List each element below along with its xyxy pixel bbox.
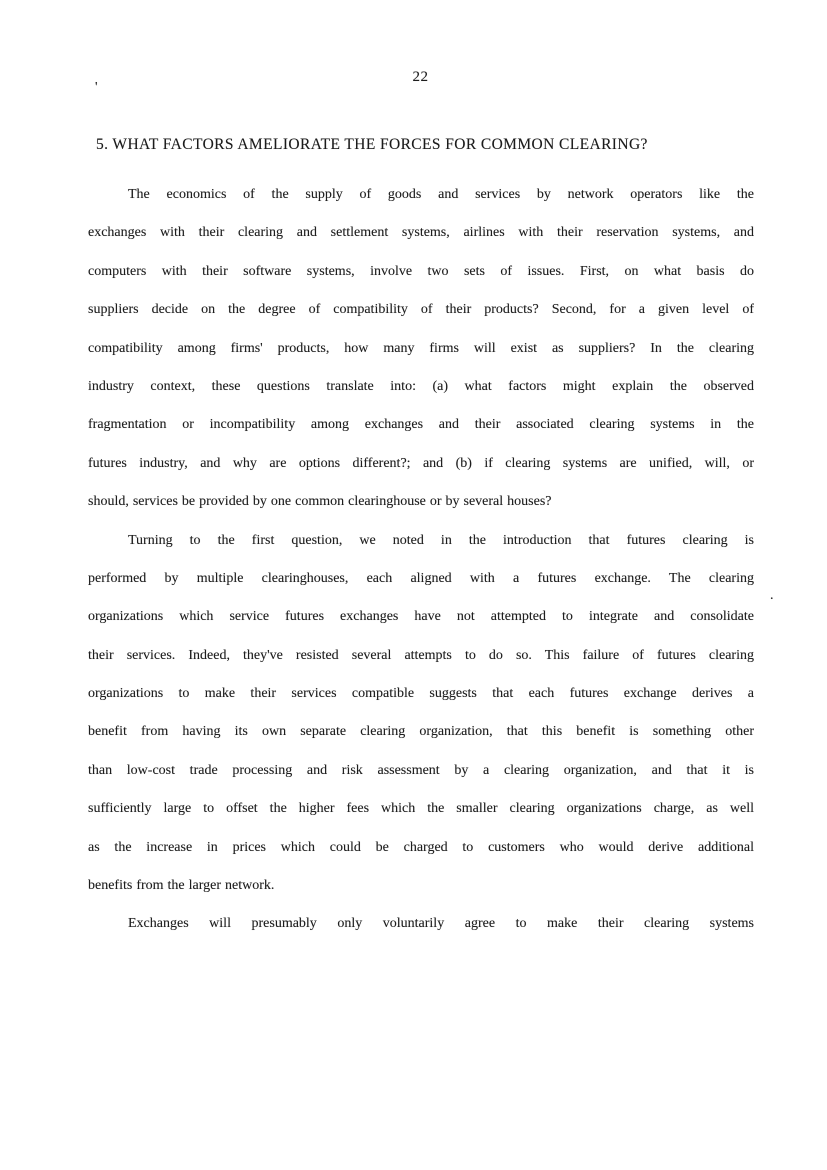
paragraph [88, 522, 754, 906]
text-line: organizations which service futures exchanges have not attempted to integrate and consolidate [88, 609, 754, 625]
text-line: Exchanges will presumably only voluntarily agree to make their clearing systems [128, 916, 754, 932]
text-line: their services. Indeed, they've resisted several attempts to do so. This failure of futures clearing [88, 647, 754, 663]
section-heading: 5. WHAT FACTORS AMELIORATE THE FORCES FOR COMMON CLEARING? [96, 136, 648, 153]
text-line: fragmentation or incompatibility among exchanges and their associated clearing systems in the [88, 417, 754, 433]
text-line: futures industry, and why are options different?; and (b) if clearing systems are unified, will, or [88, 455, 754, 471]
text-line: computers with their software systems, involve two sets of issues. First, on what basis do [88, 263, 754, 279]
text-line: sufficiently large to offset the higher fees which the smaller clearing organizations charge, as well [88, 801, 754, 817]
text-line: should, services be provided by one common clearinghouse or by several houses? [88, 494, 552, 510]
paragraph [88, 176, 754, 522]
text-line: than low-cost trade processing and risk assessment by a clearing organization, and that it is [88, 762, 754, 778]
document-body [88, 176, 754, 944]
text-line: suppliers decide on the degree of compatibility of their products? Second, for a given level of [88, 302, 754, 318]
stray-mark-apostrophe: ' [95, 80, 98, 95]
text-line: as the increase in prices which could be charged to customers who would derive additional [88, 839, 754, 855]
text-line: Turning to the first question, we noted in the introduction that futures clearing is [128, 532, 754, 548]
paragraph [88, 905, 754, 943]
text-line: performed by multiple clearinghouses, each aligned with a futures exchange. The clearing [88, 570, 754, 586]
page-number: 22 [412, 69, 429, 85]
text-line: benefit from having its own separate clearing organization, that this benefit is something other [88, 724, 754, 740]
stray-mark-dot: . [770, 588, 774, 603]
text-line: exchanges with their clearing and settlement systems, airlines with their reservation systems, and [88, 225, 754, 241]
text-line: industry context, these questions translate into: (a) what factors might explain the observed [88, 378, 754, 394]
text-line: benefits from the larger network. [88, 878, 275, 894]
text-line: compatibility among firms' products, how many firms will exist as suppliers? In the clearing [88, 340, 754, 356]
text-line: organizations to make their services compatible suggests that each futures exchange derives a [88, 686, 754, 702]
text-line: The economics of the supply of goods and services by network operators like the [128, 187, 754, 202]
